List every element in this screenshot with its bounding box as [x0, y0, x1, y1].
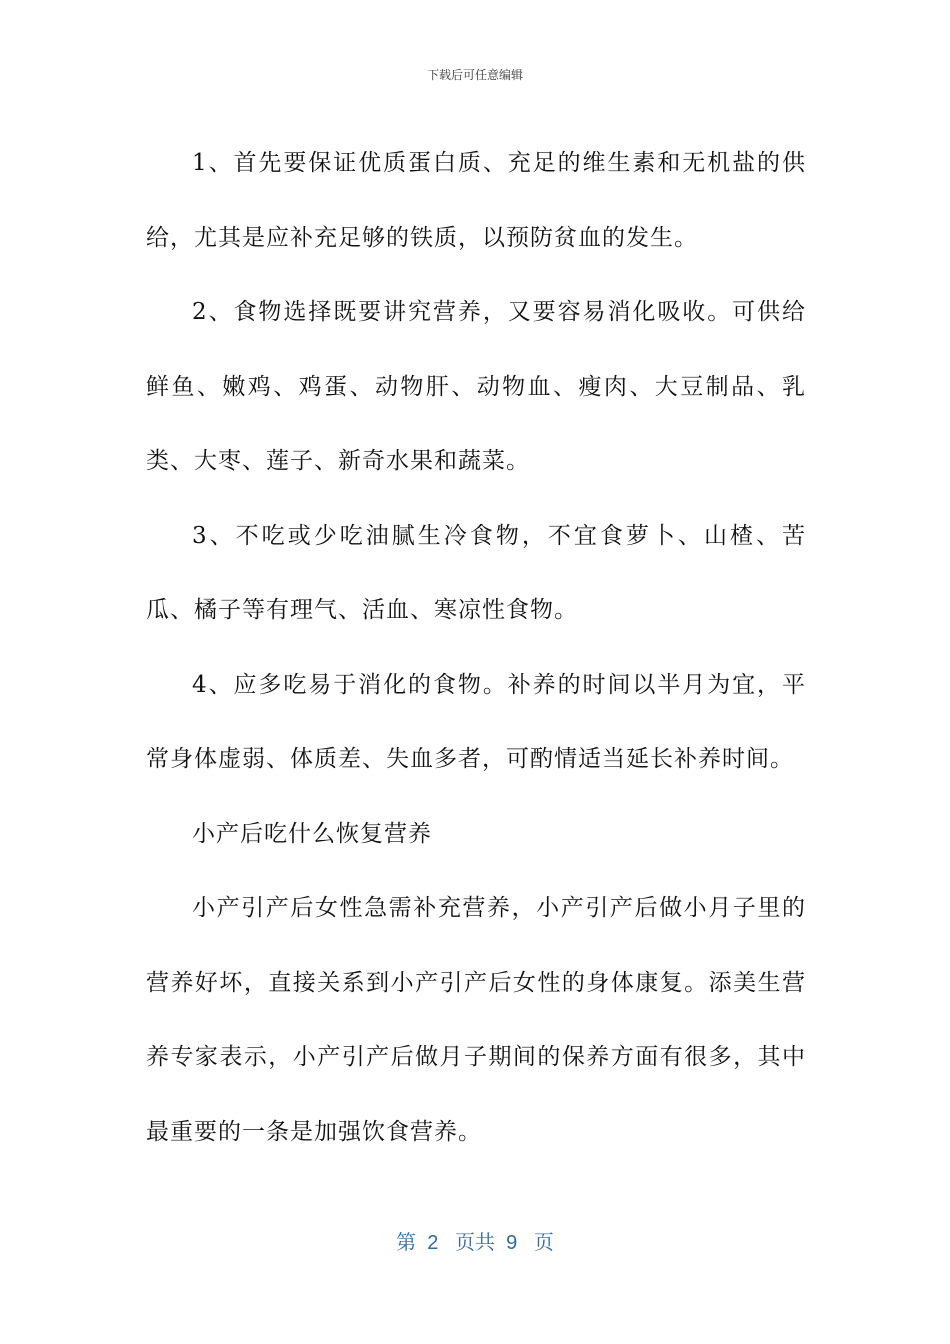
page-footer [0, 1226, 950, 1255]
paragraph-item-2: 2、食物选择既要讲究营养，又要容易消化吸收。可供给鲜鱼、嫩鸡、鸡蛋、动物肝、动物血、瘦肉、大豆制品、乳类、大枣、莲子、新奇水果和蔬菜。 [146, 299, 806, 474]
paragraph-item-1: 1、首先要保证优质蛋白质、充足的维生素和无机盐的供给，尤其是应补充足够的铁质，以预防贫血的发生。 [146, 150, 806, 251]
document-body [146, 126, 806, 1169]
footer-total-pages: 9 [506, 1232, 518, 1254]
header-note: 下载后可任意编辑 [426, 68, 523, 82]
footer-current-page: 2 [427, 1232, 439, 1254]
section-heading: 小产后吃什么恢复营养 [192, 820, 432, 847]
paragraph-item-3: 3、不吃或少吃油腻生冷食物，不宜食萝卜、山楂、苦瓜、橘子等有理气、活血、寒凉性食物。 [146, 522, 806, 623]
paragraph-item-4: 4、应多吃易于消化的食物。补养的时间以半月为宜，平常身体虚弱、体质差、失血多者，可酌情适当延长补养时间。 [146, 671, 806, 772]
body-paragraph: 小产引产后女性急需补充营养，小产引产后做小月子里的营养好坏，直接关系到小产引产后女性的身体康复。添美生营养专家表示，小产引产后做月子期间的保养方面有很多，其中最重要的一条是加强饮食营养。 [146, 895, 806, 1145]
footer-suffix: 页 [533, 1232, 554, 1254]
footer-middle: 页共 [455, 1232, 495, 1254]
footer-prefix: 第 [396, 1232, 417, 1254]
